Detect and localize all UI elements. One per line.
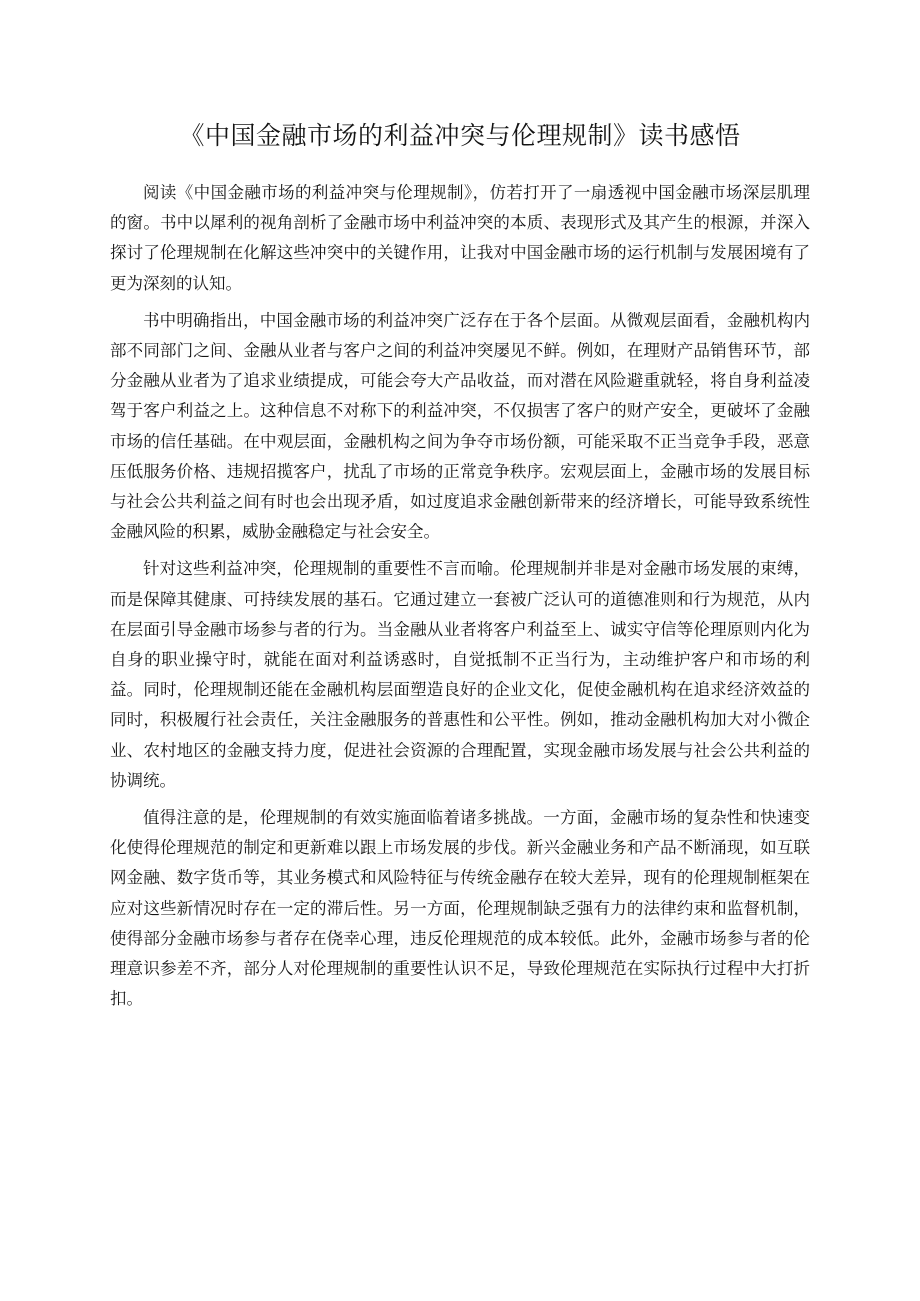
paragraph-conflicts: 书中明确指出，中国金融市场的利益冲突广泛存在于各个层面。从微观层面看，金融机构内部不同部门之间、金融从业者与客户之间的利益冲突屡见不鲜。例如，在理财产品销售环节，部分金融从业者为了追求业绩提成，可能会夸大产品收益，而对潜在风险避重就轻，将自身利益凌驾于客户利益之上。这种信息不对称下的利益冲突，不仅损害了客户的财产安全，更破坏了金融市场的信任基础。在中观层面，金融机构之间为争夺市场份额，可能采取不正当竞争手段，恶意压低服务价格、违规招揽客户，扰乱了市场的正常竞争秩序。宏观层面上，金融市场的发展目标与社会公共利益之间有时也会出现矛盾，如过度追求金融创新带来的经济增长，可能导致系统性金融风险的积累，威胁金融稳定与社会安全。 [110,310,810,542]
document-body [110,178,810,1014]
paragraph-challenges: 值得注意的是，伦理规制的有效实施面临着诸多挑战。一方面，金融市场的复杂性和快速变化使得伦理规范的制定和更新难以跟上市场发展的步伐。新兴金融业务和产品不断涌现，如互联网金融、数字货币等，其业务模式和风险特征与传统金融存在较大差异，现有的伦理规制框架在应对这些新情况时存在一定的滞后性。另一方面，伦理规制缺乏强有力的法律约束和监督机制，使得部分金融市场参与者存在侥幸心理，违反伦理规范的成本较低。此外，金融市场参与者的伦理意识参差不齐，部分人对伦理规制的重要性认识不足，导致伦理规范在实际执行过程中大打折扣。 [110,808,810,1009]
paragraph-intro: 阅读《中国金融市场的利益冲突与伦理规制》，仿若打开了一扇透视中国金融市场深层肌理的窗。书中以犀利的视角剖析了金融市场中利益冲突的本质、表现形式及其产生的根源，并深入探讨了伦理规制在化解这些冲突中的关键作用，让我对中国金融市场的运行机制与发展困境有了更为深刻的认知。 [110,183,810,293]
paragraph-ethics-importance: 针对这些利益冲突，伦理规制的重要性不言而喻。伦理规制并非是对金融市场发展的束缚，而是保障其健康、可持续发展的基石。它通过建立一套被广泛认可的道德准则和行为规范，从内在层面引导金融市场参与者的行为。当金融从业者将客户利益至上、诚实守信等伦理原则内化为自身的职业操守时，就能在面对利益诱惑时，自觉抵制不正当行为，主动维护客户和市场的利益。同时，伦理规制还能在金融机构层面塑造良好的企业文化，促使金融机构在追求经济效益的同时，积极履行社会责任，关注金融服务的普惠性和公平性。例如，推动金融机构加大对小微企业、农村地区的金融支持力度，促进社会资源的合理配置，实现金融市场发展与社会公共利益的协调统。 [110,559,810,790]
document-title: 《中国金融市场的利益冲突与伦理规制》读书感悟 [179,121,741,150]
